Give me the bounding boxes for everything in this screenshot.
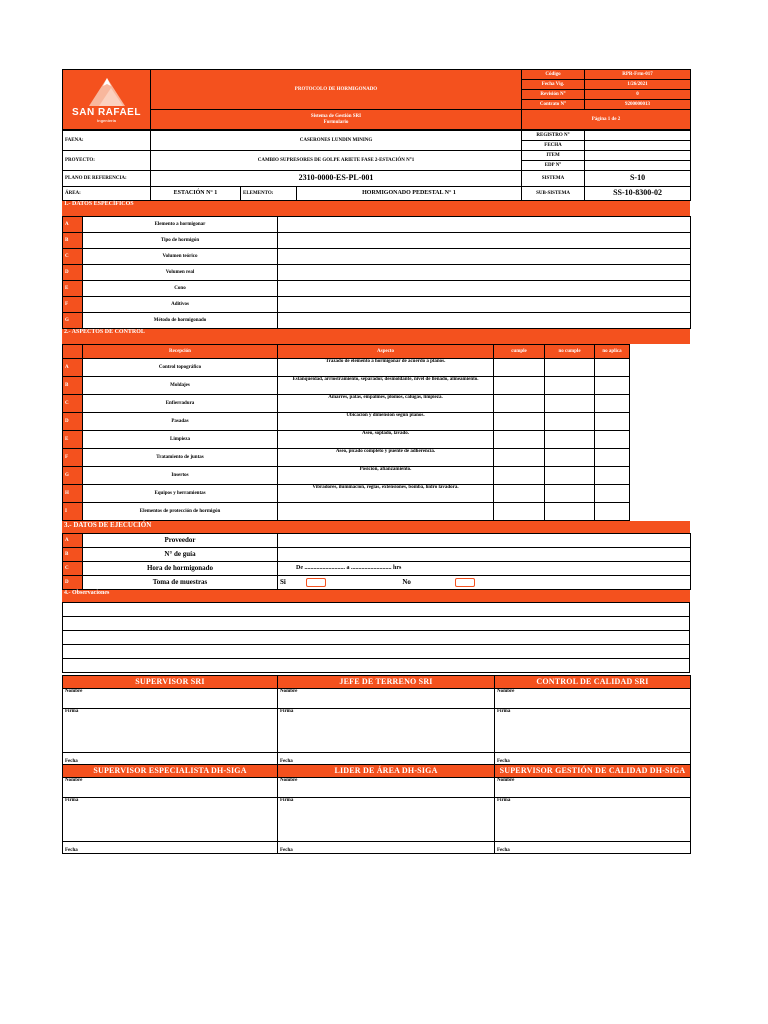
brand-sub: Ingeniería — [97, 117, 116, 123]
cumple-cell[interactable] — [494, 395, 545, 413]
hora-field[interactable]: De ........................... a ........................... hrs — [278, 562, 691, 576]
row-letter: I — [63, 503, 83, 521]
row-aspecto: Estanqueidad, arriostramiento, separador, desmoldante, nivel de llenado, alineamiento. — [278, 377, 494, 395]
meta-label: Revisión N° — [522, 90, 585, 100]
row-label: Limpieza — [83, 431, 278, 449]
protocol-form — [62, 69, 690, 854]
mountain-logo-icon — [87, 76, 127, 106]
system-name — [151, 110, 522, 130]
cumple-cell[interactable] — [494, 503, 545, 521]
nombre-field[interactable]: Nombre — [63, 689, 278, 709]
section-3-title: 3.- DATOS DE EJECUCIÓN — [62, 521, 690, 533]
row-label: Tratamiento de juntas — [83, 449, 278, 467]
no-cumple-cell[interactable] — [545, 413, 595, 431]
row-label: Tipo de hormigón — [83, 233, 278, 249]
sistema-value: S-10 — [585, 171, 691, 187]
row-letter: A — [63, 217, 83, 233]
signature-role: CONTROL DE CALIDAD SRI — [495, 676, 691, 689]
row-letter: B — [63, 233, 83, 249]
row-letter: B — [63, 548, 83, 562]
edp-label: EDP N° — [522, 161, 585, 171]
row-label: Proveedor — [83, 534, 278, 548]
fecha-field[interactable] — [585, 141, 691, 151]
cumple-cell[interactable] — [494, 413, 545, 431]
firma-field[interactable]: Firma — [495, 709, 691, 753]
guia-field[interactable] — [278, 548, 691, 562]
meta-value: 0 — [585, 90, 691, 100]
meta-value: 9200000013 — [585, 100, 691, 110]
no-aplica-cell[interactable] — [595, 377, 630, 395]
section-3-table — [62, 533, 691, 590]
section-4-title: 4.- Observaciones — [62, 590, 690, 602]
fecha-field[interactable]: Fecha — [495, 753, 691, 765]
col-no-aplica: no aplica — [595, 345, 630, 359]
observaciones-line[interactable] — [63, 603, 690, 617]
nombre-field[interactable]: Nombre — [63, 778, 278, 798]
subsistema-label: SUB-SISTEMA — [522, 187, 585, 201]
row-label: Volumen teórico — [83, 249, 278, 265]
cumple-cell[interactable] — [494, 449, 545, 467]
registro-label: REGISTRO N° — [522, 131, 585, 141]
row-letter: C — [63, 249, 83, 265]
no-checkbox[interactable] — [455, 578, 475, 587]
signatures-table — [62, 675, 691, 854]
cumple-cell[interactable] — [494, 467, 545, 485]
row-letter: E — [63, 431, 83, 449]
col-cumple: cumple — [494, 345, 545, 359]
row-value-field[interactable] — [278, 265, 691, 281]
meta-label: Contrato N° — [522, 100, 585, 110]
row-aspecto: Aseo, picado completo y puente de adherencia. — [278, 449, 494, 467]
no-cumple-cell[interactable] — [545, 377, 595, 395]
section-2-title: 2.- ASPECTOS DE CONTROL — [62, 329, 690, 344]
row-label: Control topográfico — [83, 359, 278, 377]
signature-role: LIDER DE ÁREA DH-SIGA — [278, 765, 495, 778]
row-aspecto — [278, 503, 494, 521]
meta-label: Código — [522, 70, 585, 80]
brand-name: SAN RAFAEL — [72, 107, 141, 119]
row-letter: B — [63, 377, 83, 395]
registro-field[interactable] — [585, 131, 691, 141]
no-aplica-cell[interactable] — [595, 359, 630, 377]
observaciones-line[interactable] — [63, 631, 690, 645]
row-letter: A — [63, 534, 83, 548]
meta-value: RPR-Frm-017 — [585, 70, 691, 80]
cumple-cell[interactable] — [494, 485, 545, 503]
row-label: Método de hormigonado — [83, 313, 278, 329]
row-letter: D — [63, 576, 83, 590]
no-aplica-cell[interactable] — [595, 485, 630, 503]
nombre-field[interactable]: Nombre — [278, 778, 495, 798]
row-letter: F — [63, 449, 83, 467]
observaciones-line[interactable] — [63, 645, 690, 659]
signature-role: SUPERVISOR SRI — [63, 676, 278, 689]
fecha-field[interactable]: Fecha — [63, 753, 278, 765]
fecha-field[interactable]: Fecha — [495, 842, 691, 854]
no-cumple-cell[interactable] — [545, 503, 595, 521]
area-value: ESTACIÓN N° 1 — [151, 187, 241, 201]
row-letter: H — [63, 485, 83, 503]
row-aspecto: Trazado de elemento a hormigonar de acuerdo a planos. — [278, 359, 494, 377]
header-table — [62, 69, 691, 130]
no-cumple-cell[interactable] — [545, 485, 595, 503]
row-value-field[interactable] — [278, 217, 691, 233]
si-checkbox[interactable] — [306, 578, 326, 587]
system-line-1: Sistema de Gestión SRI — [310, 114, 362, 120]
row-aspecto: Ubicación y dimensión según planos. — [278, 413, 494, 431]
elemento-value: HORMIGONADO PEDESTAL N° 1 — [297, 187, 522, 201]
row-aspecto: Amarres, patas, empalmes, plomos, calugas, limpieza. — [278, 395, 494, 413]
row-value-field[interactable] — [278, 281, 691, 297]
col-no-cumple: no cumple — [545, 345, 595, 359]
row-label: Toma de muestras — [83, 576, 278, 590]
system-line-2: Formulario — [323, 119, 349, 125]
section-1-table — [62, 216, 691, 329]
row-label: Elementos de protección de hormigón — [83, 503, 278, 521]
row-letter: D — [63, 413, 83, 431]
row-label: Elemento a hormigonar — [83, 217, 278, 233]
faena-value: CASERONES LUNDIN MINING — [151, 131, 522, 151]
row-label: Volumen real — [83, 265, 278, 281]
row-letter: C — [63, 562, 83, 576]
cumple-cell[interactable] — [494, 359, 545, 377]
no-cumple-cell[interactable] — [545, 431, 595, 449]
observaciones-line[interactable] — [63, 659, 690, 673]
nombre-field[interactable]: Nombre — [495, 689, 691, 709]
no-aplica-cell[interactable] — [595, 449, 630, 467]
no-cumple-cell[interactable] — [545, 449, 595, 467]
plano-value: 2310-0000-ES-PL-001 — [151, 171, 522, 187]
meta-value: 1/26/2021 — [585, 80, 691, 90]
area-label: ÁREA: — [63, 187, 151, 201]
no-cumple-cell[interactable] — [545, 395, 595, 413]
firma-field[interactable]: Firma — [278, 709, 495, 753]
row-aspecto: Vibradores, iluminación, reglas, extensiones, bomba, hidro lavadora. — [278, 485, 494, 503]
logo-cell — [63, 70, 151, 130]
row-label: Hora de hormigonado — [83, 562, 278, 576]
row-label: Aditivos — [83, 297, 278, 313]
subsistema-value: SS-10-8300-02 — [585, 187, 691, 201]
signature-role: SUPERVISOR ESPECIALISTA DH-SIGA — [63, 765, 278, 778]
firma-field[interactable]: Firma — [278, 798, 495, 842]
edp-field[interactable] — [585, 161, 691, 171]
section-1-title: 1.- DATOS ESPECÍFICOS — [62, 201, 690, 216]
row-value-field[interactable] — [278, 313, 691, 329]
row-aspecto: Aseo, soplado, lavado. — [278, 431, 494, 449]
no-cumple-cell[interactable] — [545, 359, 595, 377]
nombre-field[interactable]: Nombre — [495, 778, 691, 798]
row-label: Moldajes — [83, 377, 278, 395]
row-letter: A — [63, 359, 83, 377]
row-letter: G — [63, 467, 83, 485]
fecha-label: FECHA — [522, 141, 585, 151]
row-label: Insertos — [83, 467, 278, 485]
info-table — [62, 130, 691, 201]
proyecto-label: PROYECTO: — [63, 151, 151, 171]
row-label: Equipos y herramientas — [83, 485, 278, 503]
row-value-field[interactable] — [278, 297, 691, 313]
row-label: N° de guía — [83, 548, 278, 562]
row-letter: F — [63, 297, 83, 313]
row-value-field[interactable] — [278, 249, 691, 265]
row-letter: C — [63, 395, 83, 413]
no-aplica-cell[interactable] — [595, 503, 630, 521]
row-aspecto: Posición, afianzamiento. — [278, 467, 494, 485]
section-2-table — [62, 344, 691, 521]
firma-field[interactable]: Firma — [495, 798, 691, 842]
cumple-cell[interactable] — [494, 431, 545, 449]
page-number: Página 1 de 2 — [522, 110, 691, 130]
fecha-field[interactable]: Fecha — [278, 842, 495, 854]
cumple-cell[interactable] — [494, 377, 545, 395]
no-aplica-cell[interactable] — [595, 413, 630, 431]
no-label: No — [402, 578, 411, 587]
observaciones-table — [62, 602, 690, 673]
sistema-label: SISTEMA — [522, 171, 585, 187]
row-label: Pasadas — [83, 413, 278, 431]
col-aspecto: Aspecto — [278, 345, 494, 359]
form-title: PROTOCOLO DE HORMIGONADO — [151, 70, 522, 110]
row-value-field[interactable] — [278, 233, 691, 249]
firma-field[interactable]: Firma — [63, 709, 278, 753]
no-aplica-cell[interactable] — [595, 395, 630, 413]
item-field[interactable] — [585, 151, 691, 161]
faena-label: FAENA: — [63, 131, 151, 151]
plano-label: PLANO DE REFERENCIA: — [63, 171, 151, 187]
row-letter: E — [63, 281, 83, 297]
meta-label: Fecha Vig. — [522, 80, 585, 90]
item-label: ITEM — [522, 151, 585, 161]
nombre-field[interactable]: Nombre — [278, 689, 495, 709]
col-recepcion: Recepción — [83, 345, 278, 359]
no-cumple-cell[interactable] — [545, 467, 595, 485]
signature-role: SUPERVISOR GESTIÓN DE CALIDAD DH-SIGA — [495, 765, 691, 778]
signature-role: JEFE DE TERRENO SRI — [278, 676, 495, 689]
no-aplica-cell[interactable] — [595, 467, 630, 485]
row-label: Cono — [83, 281, 278, 297]
si-label: Si — [280, 578, 286, 587]
firma-field[interactable]: Firma — [63, 798, 278, 842]
row-letter: G — [63, 313, 83, 329]
muestras-field — [278, 576, 691, 590]
row-letter: D — [63, 265, 83, 281]
fecha-field[interactable]: Fecha — [63, 842, 278, 854]
fecha-field[interactable]: Fecha — [278, 753, 495, 765]
proveedor-field[interactable] — [278, 534, 691, 548]
observaciones-line[interactable] — [63, 617, 690, 631]
elemento-label: ELEMENTO: — [241, 187, 297, 201]
row-label: Enfierradura — [83, 395, 278, 413]
proyecto-value: CAMBIO SUPRESORES DE GOLPE ARIETE FASE 2-ESTACIÓN N°1 — [151, 151, 522, 171]
no-aplica-cell[interactable] — [595, 431, 630, 449]
